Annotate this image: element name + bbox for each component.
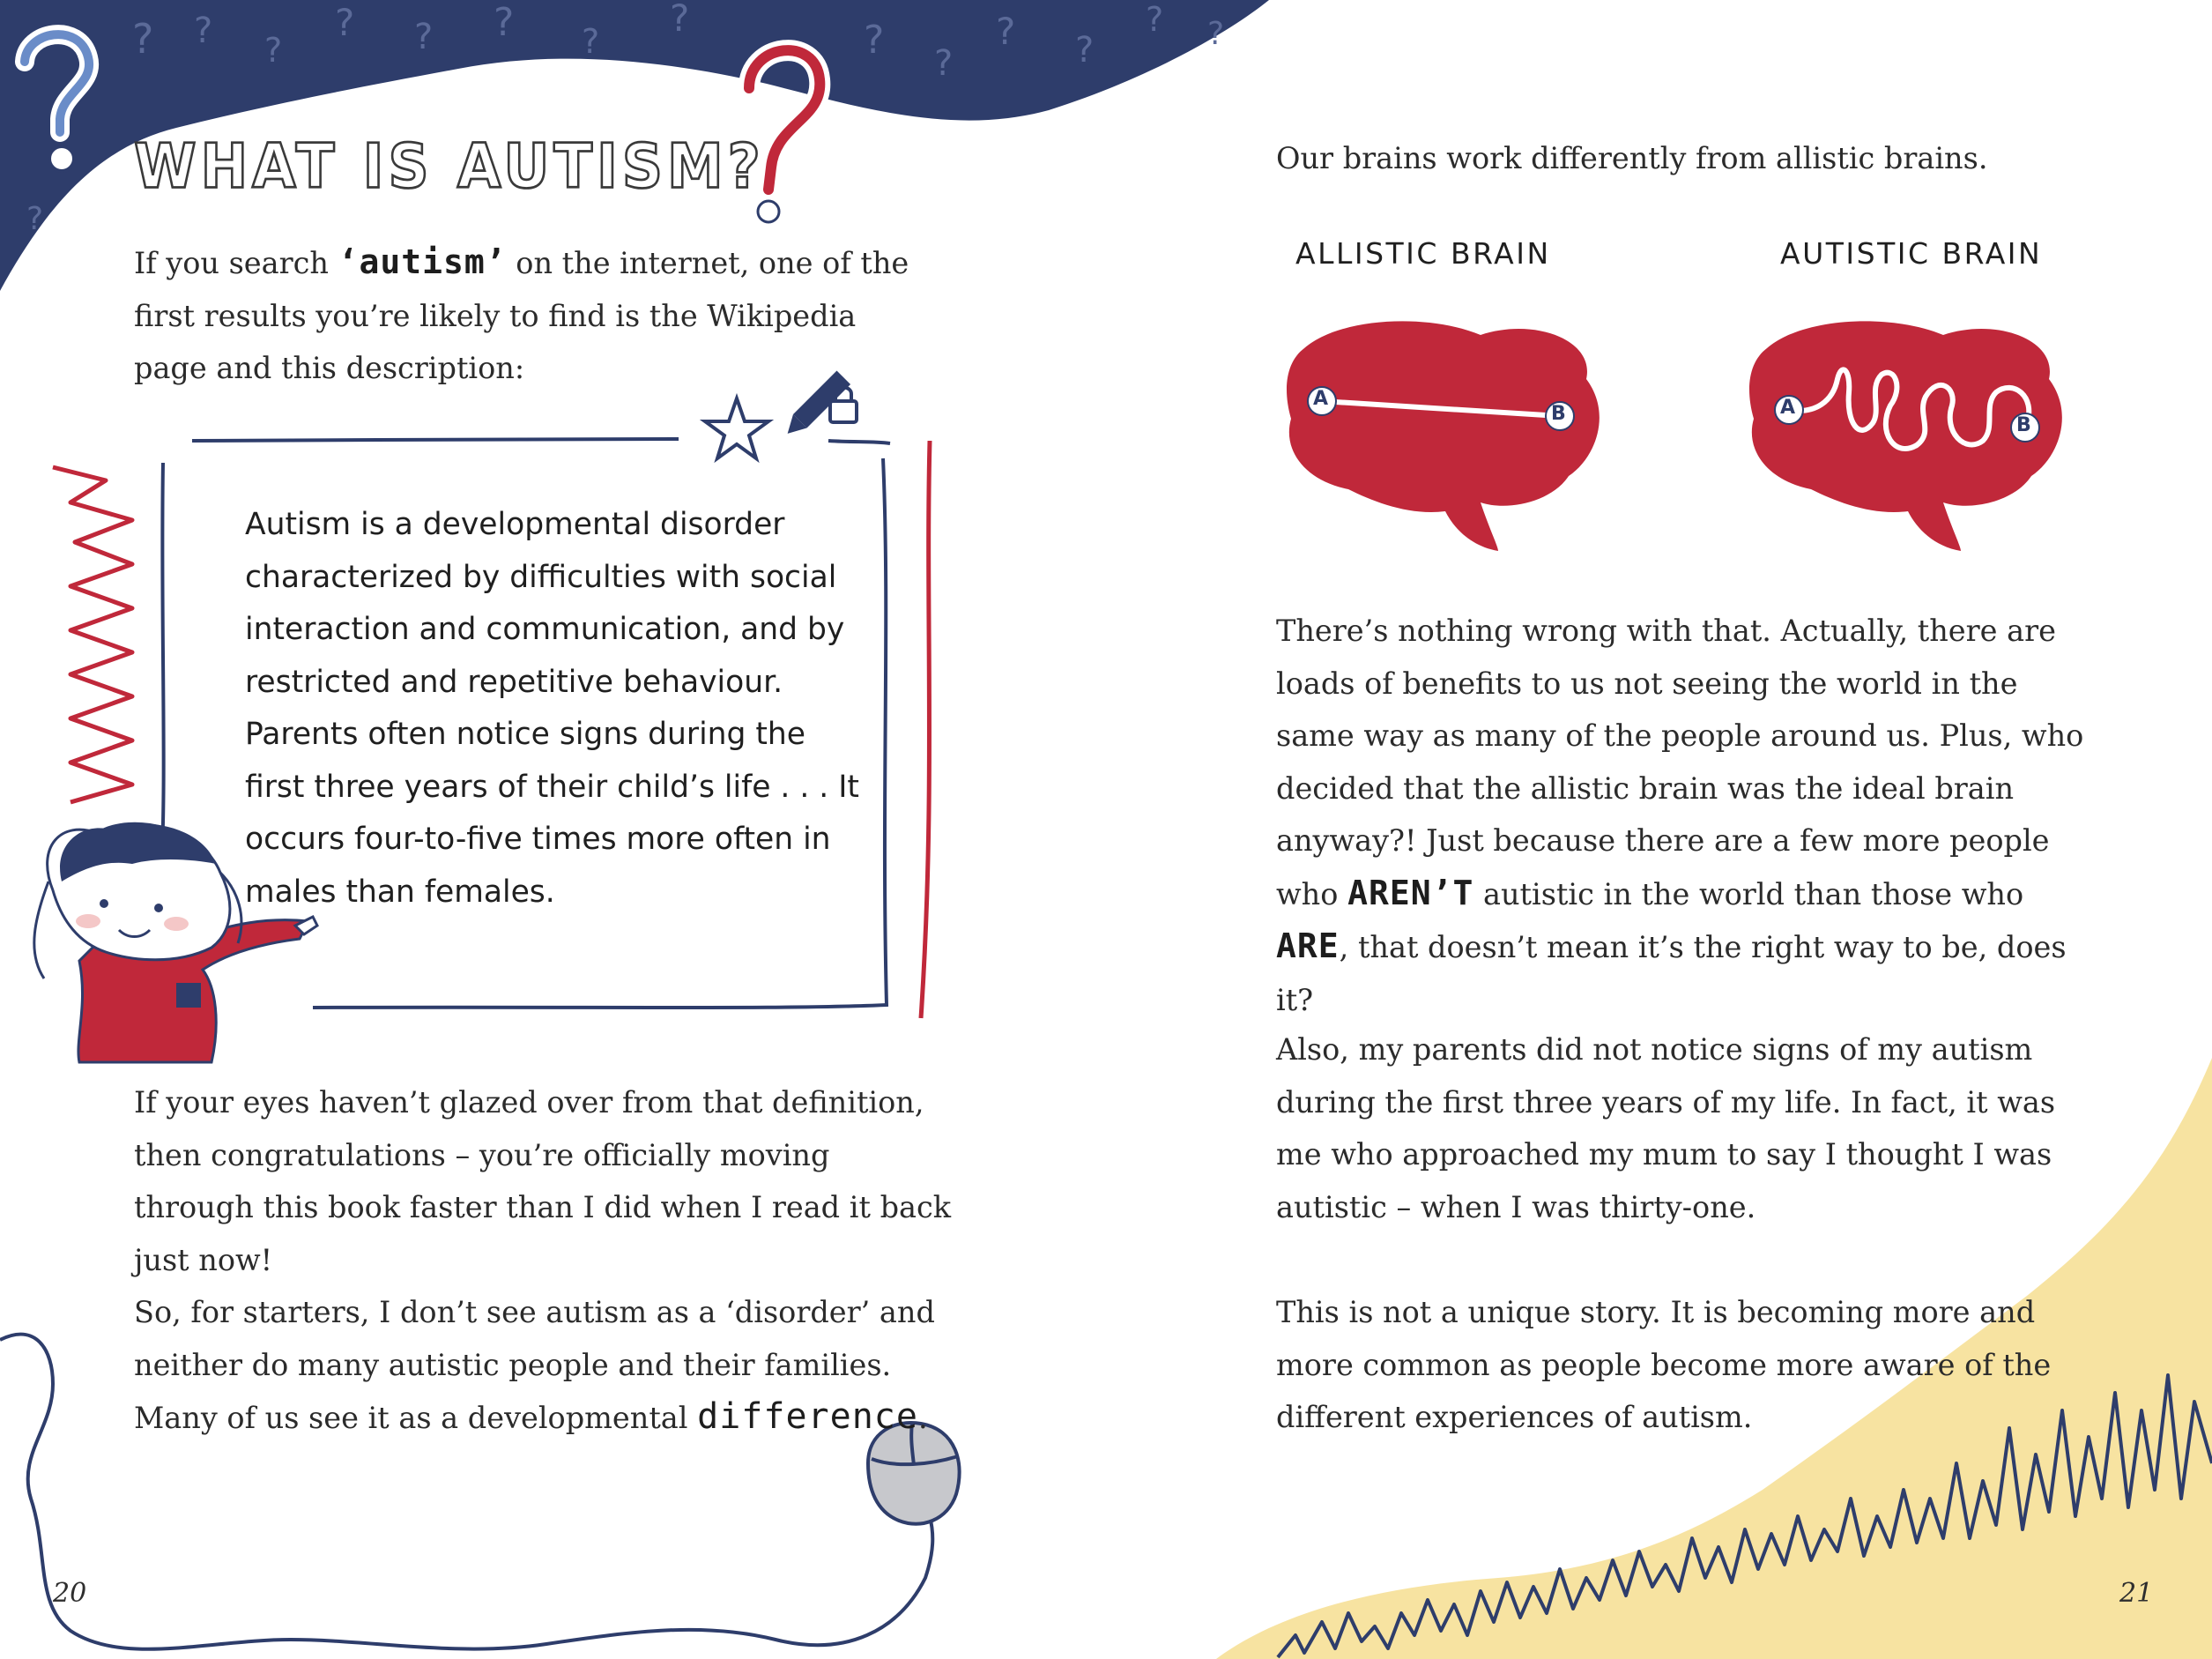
intro-before: If you search	[134, 246, 338, 280]
allistic-brain-label: ALLISTIC BRAIN	[1295, 236, 1551, 271]
allistic-brain-illustration	[1287, 321, 1600, 551]
svg-text:?: ?	[264, 31, 283, 70]
star-icon	[705, 398, 768, 458]
autistic-brain-label: AUTISTIC BRAIN	[1780, 236, 2043, 271]
allistic-brain-point-b: B	[1551, 403, 1566, 425]
svg-text:?: ?	[414, 17, 434, 57]
paragraph-definition-reaction: If your eyes haven’t glazed over from that definition, then congratulations – you’re officially moving through this book faster than I did when I read it back just now!	[134, 1085, 952, 1277]
svg-text:?: ?	[26, 201, 44, 237]
paragraph-unique-story: This is not a unique story. It is becoming more and more common as people become more aware of the different experiences of autism.	[1276, 1295, 2052, 1434]
svg-text:?: ?	[934, 43, 954, 84]
brains-intro: Our brains work differently from allistic brains.	[1276, 141, 1988, 175]
svg-text:?: ?	[1207, 16, 1225, 52]
benefits-part-1: There’s nothing wrong with that. Actually, there are loads of benefits to us not seeing the world in the same way as many of the people around us. Plus, who decided that the allistic brain was the ideal brain anyway?! Just because there are a few more people who	[1276, 614, 2084, 911]
brain-icon	[1287, 321, 1600, 551]
page-number-right: 21	[2119, 1578, 2154, 1609]
benefits-part-3: , that doesn’t mean it’s the right way to be, does it?	[1276, 930, 2067, 1017]
paragraph-parents: Also, my parents did not notice signs of my autism during the first three years of my life. In fact, it was me who approached my mum to say I thought I was autistic – when I was thirty-one.	[1276, 1032, 2056, 1224]
intro-after: on the internet, one of the first results you’re likely to find is the Wikipedia page and this description:	[134, 246, 909, 385]
are-highlight: ARE	[1276, 926, 1340, 965]
svg-text:?: ?	[582, 22, 600, 61]
arent-highlight: AREN’T	[1347, 873, 1474, 912]
intro-paragraph	[134, 236, 927, 395]
page-title: WHAT IS AUTISM?	[134, 132, 765, 203]
autistic-brain-point-a: A	[1780, 397, 1796, 419]
difference-before: So, for starters, I don’t see autism as a ‘disorder’ and neither do many autistic people and their families. Many of us see it as a developmental	[134, 1295, 935, 1435]
benefits-part-2: autistic in the world than those who	[1473, 876, 2024, 911]
zigzag-doodle	[53, 467, 132, 802]
svg-text:?: ?	[194, 11, 213, 51]
svg-text:?: ?	[1075, 30, 1095, 71]
svg-text:?: ?	[132, 15, 154, 63]
svg-text:?: ?	[494, 0, 515, 45]
svg-text:?: ?	[670, 0, 690, 40]
page-number-left: 20	[53, 1578, 87, 1609]
difference-after: .	[917, 1401, 928, 1435]
svg-text:?: ?	[996, 10, 1016, 53]
svg-text:?: ?	[864, 18, 885, 63]
autistic-brain-point-b: B	[2016, 414, 2031, 436]
difference-highlight: difference	[697, 1396, 918, 1437]
allistic-brain-point-a: A	[1313, 388, 1329, 410]
svg-text:?: ?	[335, 1, 355, 44]
autism-highlight: ‘autism’	[338, 242, 507, 281]
wikipedia-quote: Autism is a developmental disorder characterized by difficulties with social interaction and communication, and by restricted and repetitive behaviour. Parents often notice signs during the first three years of their child’s life . . . It occurs four-to-five times more often in males than females.	[245, 507, 859, 910]
paragraph-difference	[134, 1286, 958, 1445]
autistic-brain-illustration	[1749, 321, 2062, 551]
paragraph-benefits	[1276, 605, 2100, 1026]
svg-text:?: ?	[1146, 0, 1164, 39]
